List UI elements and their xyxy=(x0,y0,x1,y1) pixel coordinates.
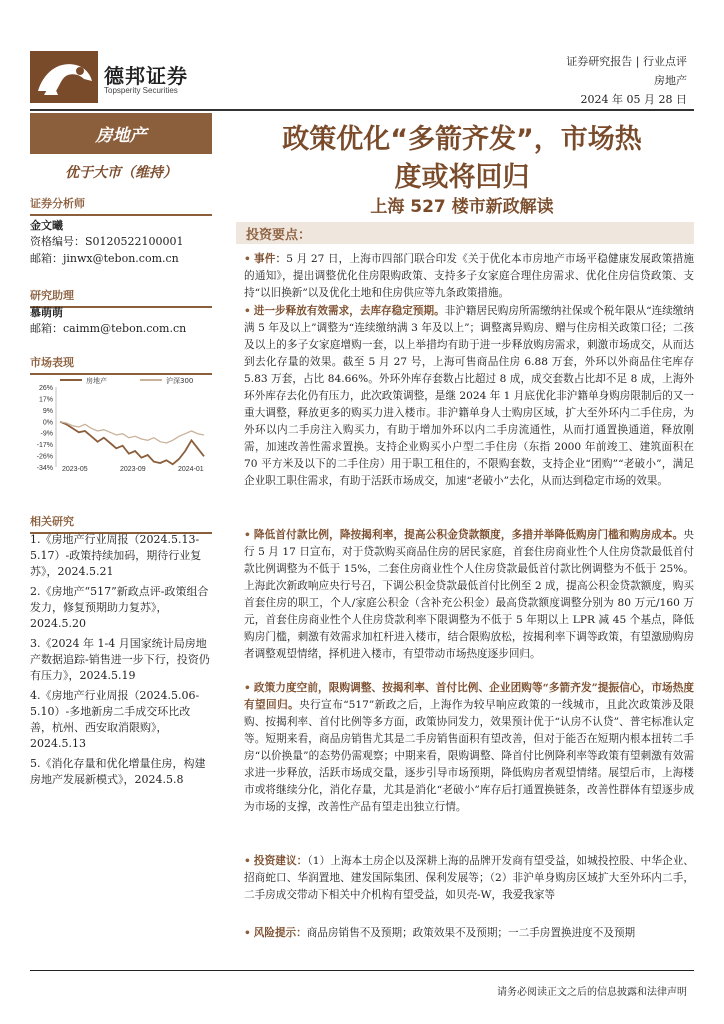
paragraph-policy: • 政策力度空前，限购调整、按揭利率、首付比例、企业团购等“多箭齐发”提振信心，市场热度有望回归。央行宣布“517”新政之后，上海作为较早响应政策的一线城市，且此次政策涉及限购、按揭利率、首付比例等多方面，政策协同发力，效果预计优于“认房不认贷”、普宅标准认定等。短期来看，商品房销售尤其是二手房销售面积有望改善，但对于能否在短期内根本扭转二手房“以价换量”的态势仍需观察；中期来看，限购调整、降首付比例降利率等政策有望刺激有效需求进一步释放，活跃市场成交量，逐步引导市场预期，降低购房者观望情绪。展望后市，上海楼市或将继续分化，消化存量，尤其是消化“老破小”库存后打通置换链条，改善性群体有望逐步成为市场的支撑，改善性产品有望走出独立行情。 xyxy=(244,682,694,813)
analyst-email[interactable]: 邮箱：jinwx@tebon.com.cn xyxy=(30,252,179,265)
analyst-heading: 证券分析师 xyxy=(30,195,212,216)
related-list xyxy=(30,532,212,788)
bullet-icon: • xyxy=(244,253,251,265)
y-tick-label: 17% xyxy=(38,396,53,404)
bullet-icon: • xyxy=(244,927,251,939)
page-title-line2: 度或将回归 xyxy=(394,162,530,193)
related-heading: 相关研究 xyxy=(30,513,212,534)
x-tick-label: 2023-05 xyxy=(62,466,88,473)
key-points-label: 投资要点： xyxy=(246,228,312,243)
page-title-line1: 政策优化“多箭齐发”，市场热 xyxy=(282,124,642,155)
bullet-icon: • xyxy=(244,855,251,867)
footer-disclaimer: 请务必阅读正文之后的信息披露和法律声明 xyxy=(497,987,687,998)
bullet-icon: • xyxy=(244,529,251,541)
assistant-email[interactable]: 邮箱：caimm@tebon.com.cn xyxy=(30,322,187,335)
y-tick-label: -26% xyxy=(36,453,53,461)
company-name-en: Topsperity Securities xyxy=(104,86,178,95)
report-date: 2024 年 05 月 28 日 xyxy=(580,93,687,106)
header-divider xyxy=(30,109,694,111)
rating: 优于大市（维持） xyxy=(65,165,177,181)
related-item[interactable]: 4.《房地产行业周报（2024.5.06-5.10）-多地新房二手成交环比改善，杭州、西安取消限购》，2024.5.13 xyxy=(30,689,200,750)
y-tick-label: 9% xyxy=(42,407,53,415)
assistant-heading: 研究助理 xyxy=(30,287,212,308)
paragraph-downpayment: • 降低首付款比例，降按揭利率，提高公积金贷款额度，多措并举降低购房门槛和购房成本。央行 5 月 17 日宣布，对于贷款购买商品住房的居民家庭，首套住房商业性个人住房贷款最低首付款比例调整为不低于 15%，二套住房商业性个人住房贷款最低首付款比例调整为不低于 25%。上海此次新政响应央行号召，下调公积金贷款最低首付比例至 2 成，提高公积金贷款额度，购买首套住房的职工，个人/家庭公积金（含补充公积金）最高贷款额度调整分别为 80 万元/160 万元，首套住房商业性个人住房贷款利率下限调整为不低于 5 年期以上 LPR 减 45 个基点，降低购房门槛，刺激有效需求加杠杆进入楼市，结合限购放松，按揭利率下调等政策，有望激励购房者调整观望情绪，择机进入楼市，有望带动市场热度逐步回归。 xyxy=(244,529,694,660)
market-chart xyxy=(30,375,212,480)
paragraph-event: • 事件：5 月 27 日，上海市四部门联合印发《关于优化本市房地产市场平稳健康发展政策措施的通知》，提出调整优化住房限购政策、支持多子女家庭合理住房需求、优化住房信贷政策、支持“以旧换新”以及优化土地和住房供应等九条政策措施。 xyxy=(244,253,694,299)
x-tick-label: 2024-01 xyxy=(178,466,204,473)
paragraph-demand: • 进一步释放有效需求，去库存稳定预期。非沪籍居民购房所需缴纳社保或个税年限从“连续缴纳满 5 年及以上”调整为“连续缴纳满 3 年及以上”；调整离异购房、赠与住房相关政策口径；二孩及以上的多子女家庭增购一套，以上举措均有助于进一步释放购房需求，刺激市场成交，从而达到去化存量的效果。截至 5 月 27 号，上海可售商品住房 6.88 万套，外环以外商品住宅库存 5.83 万套，占比 84.66%。外环外库存套数占比超过 8 成，成交套数占比却不足 8 成，上海外环外库存去化仍有压力，此次政策调整，是继 2024 年 1 月底优化非沪籍单身购房限制后的又一重大调整，释放更多的购买力进入楼市。非沪籍单身人士购房区域，扩大至外环内二手住房，为外环以内二手房注入购买力，有助于增加外环以内二手房流通性，从而打通置换通道，释放刚需，加速改善性需求置换。支持企业购买小户型二手住房（东指 2000 年前竣工、建筑面积在 70 平方米及以下的二手住房）用于职工租住的，不限购套数，支持企业“团购”“老破小”，满足企业职工职住需求，有助于活跃市场成交，加速“老破小”去化，从而达到稳定市场的效果。 xyxy=(244,305,695,487)
footer-divider xyxy=(30,970,694,971)
sector-box: 房地产 xyxy=(30,113,212,154)
legend-label: 房地产 xyxy=(86,377,107,385)
y-tick-label: -17% xyxy=(36,442,53,450)
market-heading: 市场表现 xyxy=(30,354,212,375)
series-line xyxy=(60,422,204,465)
x-tick-label: 2023-09 xyxy=(120,466,146,473)
related-item[interactable]: 1.《房地产行业周报（2024.5.13-5.17）-政策持续加码，期待行业复苏》，2024.5.21 xyxy=(30,533,202,578)
header-sector: 房地产 xyxy=(654,74,687,87)
page-subtitle: 上海 527 楼市新政解读 xyxy=(370,197,554,217)
y-tick-label: -9% xyxy=(40,430,53,438)
market-chart-svg xyxy=(30,375,212,480)
assistant-name: 慕萌萌 xyxy=(30,306,63,319)
company-name-cn: 德邦证券 xyxy=(104,64,188,88)
bullet-icon: • xyxy=(244,305,251,317)
bullet-icon: • xyxy=(244,682,251,694)
paragraph-investment: • 投资建议：（1）上海本土房企以及深耕上海的品牌开发商有望受益，如城投控股、中华企业、招商蛇口、华润置地、建发国际集团、保利发展等；（2）非沪单身购房区域扩大至外环内二手，二手房成交带动下相关中介机构有望受益，如贝壳-W，我爱我家等 xyxy=(244,855,695,901)
y-tick-label: -34% xyxy=(36,465,53,472)
paragraph-risk: • 风险提示：商品房销售不及预期；政策效果不及预期；一二手房置换进度不及预期 xyxy=(244,927,636,939)
legend-label: 沪深300 xyxy=(166,377,194,385)
analyst-cert: 资格编号：S0120522100001 xyxy=(30,235,184,248)
y-tick-label: 0% xyxy=(42,419,53,427)
related-item[interactable]: 2.《房地产“517”新政点评-政策组合发力，修复预期助力复苏》，2024.5.20 xyxy=(30,585,209,630)
y-tick-label: 26% xyxy=(38,385,53,392)
related-item[interactable]: 5.《消化存量和优化增量住房，构建房地产发展新模式》，2024.5.8 xyxy=(30,757,206,786)
report-type: 证券研究报告 | 行业点评 xyxy=(566,55,687,68)
analyst-name: 金文曦 xyxy=(30,219,63,232)
company-logo-icon xyxy=(30,51,98,103)
related-item[interactable]: 3.《2024 年 1-4 月国家统计局房地产数据追踪-销售进一步下行，投资仍有压力》，2024.5.19 xyxy=(30,637,210,682)
